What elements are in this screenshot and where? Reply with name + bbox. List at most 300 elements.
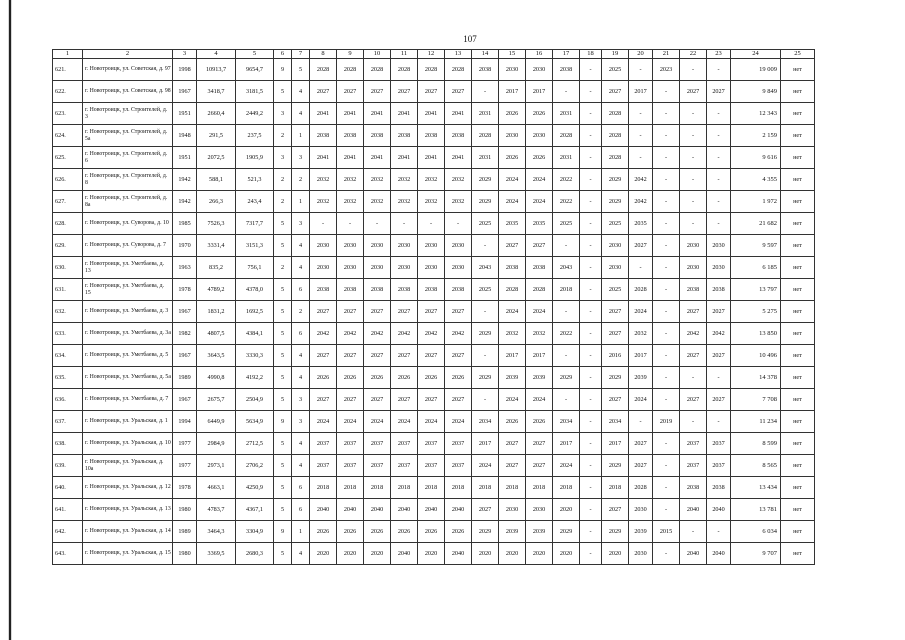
table-cell: 2038 [445, 279, 472, 301]
table-cell: 2 [292, 301, 310, 323]
table-cell: 3181,5 [236, 81, 274, 103]
table-cell: - [707, 213, 731, 235]
column-header: 3 [173, 50, 197, 59]
row-number: 622. [53, 81, 83, 103]
row-number: 641. [53, 499, 83, 521]
table-cell: 2027 [310, 345, 337, 367]
table-cell: 2027 [526, 235, 553, 257]
table-cell: 2030 [391, 257, 418, 279]
row-number: 631. [53, 279, 83, 301]
table-cell: - [653, 235, 680, 257]
table-cell: 5 [274, 367, 292, 389]
table-cell: 2028 [472, 125, 499, 147]
table-cell: - [653, 257, 680, 279]
table-cell: - [580, 455, 602, 477]
table-cell: 2030 [499, 125, 526, 147]
total-cell: 7 708 [731, 389, 781, 411]
table-cell: 1977 [173, 433, 197, 455]
table-cell: 2032 [364, 169, 391, 191]
table-row [53, 125, 815, 147]
table-cell: - [553, 345, 580, 367]
column-header: 1 [53, 50, 83, 59]
table-cell: 2017 [553, 433, 580, 455]
column-header: 6 [274, 50, 292, 59]
row-number: 638. [53, 433, 83, 455]
table-cell: 2032 [391, 169, 418, 191]
table-cell: 2027 [499, 235, 526, 257]
address-cell: г. Новотроицк, ул. Уральская, д. 10а [83, 455, 173, 477]
table-cell: 4 [292, 235, 310, 257]
table-cell: 2022 [553, 169, 580, 191]
table-cell: 2038 [680, 477, 707, 499]
total-cell: 19 009 [731, 59, 781, 81]
table-row [53, 389, 815, 411]
table-cell: 2022 [553, 323, 580, 345]
address-cell: г. Новотроицк, ул. Строителей, д. 8 [83, 169, 173, 191]
table-cell: 1948 [173, 125, 197, 147]
table-cell: 2039 [629, 367, 653, 389]
table-cell: - [553, 301, 580, 323]
table-cell: 2038 [707, 477, 731, 499]
table-cell: 2029 [602, 455, 629, 477]
table-cell: 2032 [418, 169, 445, 191]
table-cell: 7526,3 [197, 213, 236, 235]
table-cell: 2038 [337, 125, 364, 147]
table-cell: 2027 [364, 301, 391, 323]
table-cell: - [472, 389, 499, 411]
table-cell: - [653, 191, 680, 213]
table-cell: 2038 [526, 257, 553, 279]
table-cell: 2040 [310, 499, 337, 521]
table-cell: 2032 [629, 323, 653, 345]
table-cell: 2026 [418, 521, 445, 543]
table-cell: 2027 [418, 389, 445, 411]
table-cell: 2027 [680, 81, 707, 103]
table-cell: 2025 [472, 213, 499, 235]
table-cell: - [680, 213, 707, 235]
table-cell: 2024 [391, 411, 418, 433]
table-cell: 2027 [391, 389, 418, 411]
table-cell: 2030 [445, 235, 472, 257]
table-cell: 2 [292, 169, 310, 191]
row-number: 640. [53, 477, 83, 499]
table-cell: - [629, 125, 653, 147]
table-cell: 2030 [364, 235, 391, 257]
table-cell: 243,4 [236, 191, 274, 213]
table-cell: 2027 [445, 81, 472, 103]
table-cell: 2042 [391, 323, 418, 345]
table-cell: - [653, 455, 680, 477]
table-cell: 2030 [629, 543, 653, 565]
column-header: 17 [553, 50, 580, 59]
table-cell: 2018 [364, 477, 391, 499]
table-cell: 4378,0 [236, 279, 274, 301]
table-cell: 5 [274, 455, 292, 477]
table-cell: 2027 [680, 389, 707, 411]
table-cell: 2018 [391, 477, 418, 499]
column-header: 4 [197, 50, 236, 59]
table-cell: 2018 [445, 477, 472, 499]
table-cell: 2037 [445, 455, 472, 477]
table-cell: 2026 [526, 103, 553, 125]
table-cell: 2024 [418, 411, 445, 433]
table-cell: 2027 [337, 81, 364, 103]
table-cell: 2027 [337, 301, 364, 323]
table-cell: - [653, 543, 680, 565]
table-cell: 2024 [472, 455, 499, 477]
column-header: 13 [445, 50, 472, 59]
table-cell: 2038 [707, 279, 731, 301]
table-cell: 2031 [553, 103, 580, 125]
total-cell: 10 496 [731, 345, 781, 367]
table-cell: 1998 [173, 59, 197, 81]
table-cell: 1905,9 [236, 147, 274, 169]
table-cell: - [337, 213, 364, 235]
table-cell: 2034 [602, 411, 629, 433]
table-cell: 6 [292, 499, 310, 521]
total-cell: 14 378 [731, 367, 781, 389]
status-cell: нет [781, 213, 815, 235]
address-cell: г. Новотроицк, ул. Уральская, д. 1 [83, 411, 173, 433]
status-cell: нет [781, 301, 815, 323]
table-cell: 2035 [526, 213, 553, 235]
table-cell: 2032 [526, 323, 553, 345]
column-header: 10 [364, 50, 391, 59]
table-cell: 1985 [173, 213, 197, 235]
table-cell: 2027 [310, 301, 337, 323]
table-cell: 237,5 [236, 125, 274, 147]
table-cell: - [653, 301, 680, 323]
table-cell: 2026 [499, 411, 526, 433]
table-cell: 4807,5 [197, 323, 236, 345]
table-cell: 2018 [472, 477, 499, 499]
total-cell: 13 434 [731, 477, 781, 499]
table-cell: 2017 [472, 433, 499, 455]
table-cell: 2037 [391, 455, 418, 477]
table-cell: 5 [274, 213, 292, 235]
table-cell: 1994 [173, 411, 197, 433]
table-cell: 2449,2 [236, 103, 274, 125]
table-cell: 291,5 [197, 125, 236, 147]
table-cell: 5 [274, 389, 292, 411]
column-header-row [53, 50, 815, 59]
table-cell: 2042 [310, 323, 337, 345]
table-cell: 2041 [391, 103, 418, 125]
total-cell: 6 034 [731, 521, 781, 543]
table-cell: 2706,2 [236, 455, 274, 477]
table-cell: 2039 [526, 521, 553, 543]
table-cell: 2042 [337, 323, 364, 345]
table-cell: 2030 [602, 235, 629, 257]
column-header: 5 [236, 50, 274, 59]
total-cell: 8 599 [731, 433, 781, 455]
table-cell: 2030 [364, 257, 391, 279]
table-cell: - [580, 169, 602, 191]
table-cell: 2038 [445, 125, 472, 147]
table-cell: 2022 [553, 191, 580, 213]
table-cell: 2032 [418, 191, 445, 213]
table-cell: 2018 [418, 477, 445, 499]
table-cell: 2037 [707, 433, 731, 455]
table-cell: 2032 [364, 191, 391, 213]
table-cell: 2020 [310, 543, 337, 565]
table-cell: 1978 [173, 279, 197, 301]
table-row [53, 543, 815, 565]
table-cell: 2030 [310, 235, 337, 257]
table-cell: - [580, 433, 602, 455]
address-cell: г. Новотроицк, ул. Уральская, д. 14 [83, 521, 173, 543]
table-cell: 2042 [629, 169, 653, 191]
table-cell: - [653, 103, 680, 125]
total-cell: 12 343 [731, 103, 781, 125]
table-cell: 2072,5 [197, 147, 236, 169]
table-cell: 2041 [445, 147, 472, 169]
table-row [53, 147, 815, 169]
table-cell: 2027 [707, 301, 731, 323]
table-cell: 4990,8 [197, 367, 236, 389]
table-cell: 2040 [391, 543, 418, 565]
table-row [53, 367, 815, 389]
table-cell: 2030 [680, 235, 707, 257]
table-cell: 2017 [602, 433, 629, 455]
table-cell: 2030 [680, 257, 707, 279]
table-cell: 2030 [418, 235, 445, 257]
table-cell: 2026 [445, 521, 472, 543]
table-row [53, 59, 815, 81]
table-cell: 1982 [173, 323, 197, 345]
table-cell: 3 [292, 389, 310, 411]
table-cell: 2040 [391, 499, 418, 521]
table-cell: 2030 [707, 257, 731, 279]
table-cell: 2024 [629, 389, 653, 411]
total-cell: 21 682 [731, 213, 781, 235]
table-cell: 2018 [310, 477, 337, 499]
table-cell: 2027 [526, 455, 553, 477]
row-number: 639. [53, 455, 83, 477]
table-cell: 2037 [418, 455, 445, 477]
table-cell: - [680, 367, 707, 389]
table-cell: 2037 [310, 455, 337, 477]
status-cell: нет [781, 367, 815, 389]
table-cell: 2040 [364, 499, 391, 521]
table-cell: 2026 [418, 367, 445, 389]
row-number: 627. [53, 191, 83, 213]
table-cell: 2043 [553, 257, 580, 279]
table-cell: 5 [274, 433, 292, 455]
table-cell: 2038 [553, 59, 580, 81]
table-cell: 2018 [526, 477, 553, 499]
status-cell: нет [781, 147, 815, 169]
table-row [53, 103, 815, 125]
table-cell: - [364, 213, 391, 235]
table-cell: 2026 [364, 521, 391, 543]
table-cell: - [580, 279, 602, 301]
table-cell: 9 [274, 411, 292, 433]
table-cell: - [680, 191, 707, 213]
table-cell: - [472, 235, 499, 257]
table-cell: 756,1 [236, 257, 274, 279]
address-cell: г. Новотроицк, ул. Уральская, д. 12 [83, 477, 173, 499]
table-cell: 2027 [391, 345, 418, 367]
column-header: 12 [418, 50, 445, 59]
table-cell: 2032 [337, 191, 364, 213]
table-cell: 2039 [499, 367, 526, 389]
total-cell: 9 616 [731, 147, 781, 169]
table-cell: 2017 [526, 345, 553, 367]
status-cell: нет [781, 389, 815, 411]
row-number: 643. [53, 543, 83, 565]
table-cell: 2024 [629, 301, 653, 323]
table-cell: - [653, 125, 680, 147]
table-cell: 2032 [445, 191, 472, 213]
table-cell: 2037 [310, 433, 337, 455]
table-cell: 2041 [337, 103, 364, 125]
table-cell: 2027 [391, 301, 418, 323]
table-cell: 1963 [173, 257, 197, 279]
table-cell: 2041 [364, 103, 391, 125]
table-cell: 2020 [602, 543, 629, 565]
column-header: 11 [391, 50, 418, 59]
row-number: 629. [53, 235, 83, 257]
address-cell: г. Новотроицк, ул. Суворова, д. 7 [83, 235, 173, 257]
status-cell: нет [781, 191, 815, 213]
address-cell: г. Новотроицк, ул. Уральская, д. 13 [83, 499, 173, 521]
table-cell: 2032 [310, 191, 337, 213]
table-cell: 2660,4 [197, 103, 236, 125]
table-cell: 2 [274, 257, 292, 279]
table-row [53, 477, 815, 499]
table-cell: 2038 [391, 125, 418, 147]
table-cell: 1978 [173, 477, 197, 499]
table-cell: - [707, 411, 731, 433]
column-header: 9 [337, 50, 364, 59]
table-cell: 2029 [472, 367, 499, 389]
table-cell: - [629, 59, 653, 81]
table-cell: 2026 [499, 147, 526, 169]
address-cell: г. Новотроицк, ул. Строителей, д. 5а [83, 125, 173, 147]
status-cell: нет [781, 521, 815, 543]
table-cell: 2019 [653, 411, 680, 433]
table-cell: - [653, 279, 680, 301]
table-cell: 9 [274, 521, 292, 543]
table-cell: 2973,1 [197, 455, 236, 477]
table-cell: 4663,1 [197, 477, 236, 499]
table-cell: 2037 [445, 433, 472, 455]
status-cell: нет [781, 235, 815, 257]
table-cell: 2042 [445, 323, 472, 345]
table-cell: - [680, 169, 707, 191]
table-cell: - [472, 345, 499, 367]
table-cell: 5 [274, 345, 292, 367]
table-cell: 1977 [173, 455, 197, 477]
status-cell: нет [781, 411, 815, 433]
table-cell: 2027 [337, 345, 364, 367]
table-cell: 2017 [526, 81, 553, 103]
table-cell: 2037 [364, 455, 391, 477]
table-cell: 2032 [391, 191, 418, 213]
address-cell: г. Новотроицк, ул. Уметбаева, д. 15 [83, 279, 173, 301]
address-cell: г. Новотроицк, ул. Советская, д. 98 [83, 81, 173, 103]
table-cell: 3464,3 [197, 521, 236, 543]
table-cell: - [553, 81, 580, 103]
column-header: 18 [580, 50, 602, 59]
table-cell: 10913,7 [197, 59, 236, 81]
table-cell: 2029 [472, 521, 499, 543]
page-number: 107 [463, 34, 477, 44]
table-cell: 2024 [499, 191, 526, 213]
table-cell: 2029 [602, 169, 629, 191]
table-cell: 2034 [472, 411, 499, 433]
table-cell: 2017 [629, 81, 653, 103]
table-cell: 4 [292, 81, 310, 103]
row-number: 621. [53, 59, 83, 81]
table-cell: 2029 [553, 521, 580, 543]
table-cell: 2024 [364, 411, 391, 433]
table-cell: 2039 [526, 367, 553, 389]
table-cell: 4 [292, 345, 310, 367]
table-cell: - [680, 59, 707, 81]
table-cell: - [707, 367, 731, 389]
table-cell: 2712,5 [236, 433, 274, 455]
status-cell: нет [781, 499, 815, 521]
table-cell: 2029 [602, 191, 629, 213]
table-cell: 5 [274, 499, 292, 521]
address-cell: г. Новотроицк, ул. Уметбаева, д. 5 [83, 345, 173, 367]
table-cell: - [653, 389, 680, 411]
status-cell: нет [781, 279, 815, 301]
status-cell: нет [781, 433, 815, 455]
table-cell: - [653, 213, 680, 235]
table-cell: 3369,5 [197, 543, 236, 565]
table-cell: 2018 [602, 477, 629, 499]
status-cell: нет [781, 323, 815, 345]
table-cell: 2026 [364, 367, 391, 389]
table-cell: - [580, 411, 602, 433]
column-header: 24 [731, 50, 781, 59]
table-row [53, 345, 815, 367]
table-cell: 2027 [364, 345, 391, 367]
column-header: 7 [292, 50, 310, 59]
table-cell: 2041 [364, 147, 391, 169]
table-cell: 1980 [173, 499, 197, 521]
table-cell: 2027 [629, 235, 653, 257]
status-cell: нет [781, 257, 815, 279]
table-cell: - [553, 235, 580, 257]
table-cell: 588,1 [197, 169, 236, 191]
table-cell: - [580, 389, 602, 411]
table-cell: - [580, 59, 602, 81]
table-cell: 6 [292, 279, 310, 301]
table-cell: - [629, 103, 653, 125]
column-header: 23 [707, 50, 731, 59]
row-number: 642. [53, 521, 83, 543]
table-cell: 2042 [707, 323, 731, 345]
table-cell: 4250,9 [236, 477, 274, 499]
table-cell: - [580, 521, 602, 543]
table-cell: - [580, 301, 602, 323]
table-cell: - [629, 411, 653, 433]
table-cell: 1942 [173, 169, 197, 191]
total-cell: 2 159 [731, 125, 781, 147]
row-number: 626. [53, 169, 83, 191]
table-row [53, 411, 815, 433]
table-cell: - [580, 323, 602, 345]
left-binding-bar [8, 0, 12, 640]
table-cell: 2029 [472, 169, 499, 191]
table-row [53, 191, 815, 213]
table-cell: 7317,7 [236, 213, 274, 235]
row-number: 632. [53, 301, 83, 323]
